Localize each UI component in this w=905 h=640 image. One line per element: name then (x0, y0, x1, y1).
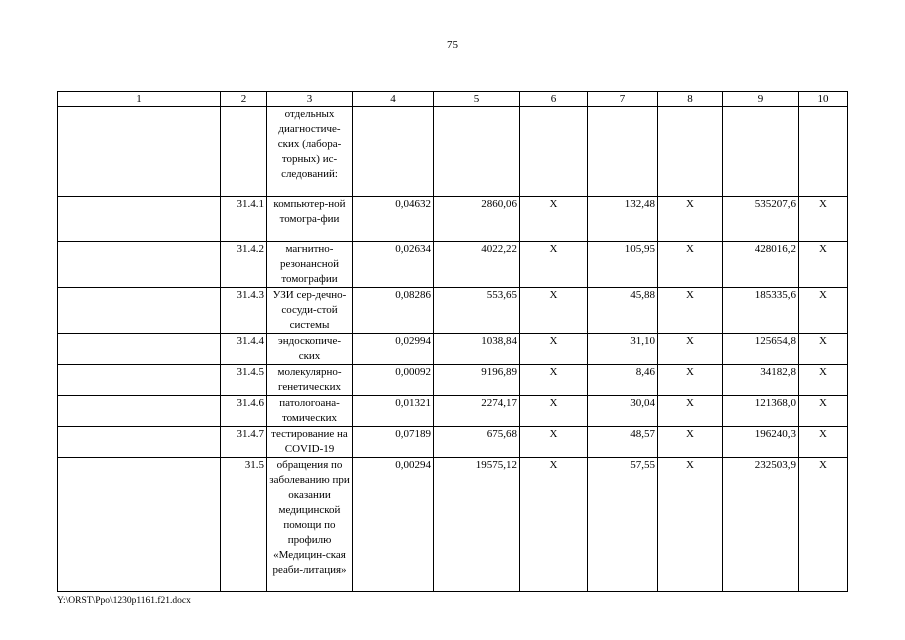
table-cell (58, 242, 221, 288)
table-cell (58, 365, 221, 396)
data-table (57, 91, 848, 592)
table-cell: 4022,22 (434, 242, 520, 288)
table-row (58, 458, 848, 592)
table-cell: 31.4.3 (221, 288, 267, 334)
page-number: 75 (447, 39, 458, 51)
table-cell: 31.4.2 (221, 242, 267, 288)
table-cell: Х (799, 396, 848, 427)
table-header-row (58, 92, 848, 107)
table-cell: 121368,0 (723, 396, 799, 427)
table-row (58, 396, 848, 427)
table-cell (723, 107, 799, 197)
table-cell: магнитно-резонансной томографии (267, 242, 353, 288)
table-cell: 428016,2 (723, 242, 799, 288)
table-cell: Х (658, 288, 723, 334)
table-cell: 31.4.5 (221, 365, 267, 396)
table-cell (658, 107, 723, 197)
table-cell: 1038,84 (434, 334, 520, 365)
table-row (58, 107, 848, 197)
table-cell: Х (520, 242, 588, 288)
table-cell: 105,95 (588, 242, 658, 288)
table-cell: 0,00092 (353, 365, 434, 396)
table-cell: Х (520, 288, 588, 334)
table-cell (434, 107, 520, 197)
table-cell (799, 107, 848, 197)
table-cell: Х (658, 396, 723, 427)
table-cell (520, 107, 588, 197)
table-cell (58, 427, 221, 458)
column-header: 6 (520, 92, 588, 107)
column-header: 8 (658, 92, 723, 107)
table-row (58, 365, 848, 396)
table-cell: 34182,8 (723, 365, 799, 396)
table-cell: 0,01321 (353, 396, 434, 427)
table-cell: 31,10 (588, 334, 658, 365)
table-cell: Х (799, 197, 848, 242)
table-cell: 48,57 (588, 427, 658, 458)
table-cell: 31.4.4 (221, 334, 267, 365)
table-cell: Х (799, 334, 848, 365)
table-cell: обращения по заболеванию при оказании медицинской помощи по профилю «Медицин-ская реаби-литация» (267, 458, 353, 592)
table-cell: Х (658, 427, 723, 458)
table-cell: патологоана-томических (267, 396, 353, 427)
table-row (58, 242, 848, 288)
table-row (58, 427, 848, 458)
column-header: 5 (434, 92, 520, 107)
table-cell: 132,48 (588, 197, 658, 242)
table-cell: Х (658, 334, 723, 365)
column-header: 3 (267, 92, 353, 107)
table-cell: 0,08286 (353, 288, 434, 334)
table-cell: 185335,6 (723, 288, 799, 334)
table-cell: 0,02634 (353, 242, 434, 288)
column-header: 1 (58, 92, 221, 107)
table-cell (58, 107, 221, 197)
table-cell: Х (658, 197, 723, 242)
table-cell: 31.5 (221, 458, 267, 592)
table-cell: 232503,9 (723, 458, 799, 592)
table-cell: Х (799, 288, 848, 334)
table-row (58, 288, 848, 334)
table-cell: Х (520, 334, 588, 365)
table-cell: молекулярно-генетических (267, 365, 353, 396)
table-cell: 553,65 (434, 288, 520, 334)
table-cell: Х (799, 242, 848, 288)
table-cell: 0,02994 (353, 334, 434, 365)
table-cell: Х (520, 365, 588, 396)
column-header: 9 (723, 92, 799, 107)
table-cell: Х (520, 396, 588, 427)
table-cell: эндоскопиче-ских (267, 334, 353, 365)
table-cell: Х (658, 458, 723, 592)
table-cell (58, 334, 221, 365)
table-cell: 0,04632 (353, 197, 434, 242)
table-cell: 45,88 (588, 288, 658, 334)
document-file-path: Y:\ORST\Ppo\1230p1161.f21.docx (57, 596, 191, 606)
table-cell (588, 107, 658, 197)
table-cell: 125654,8 (723, 334, 799, 365)
table-cell: 2860,06 (434, 197, 520, 242)
table-cell: тестирование на COVID-19 (267, 427, 353, 458)
table-cell: УЗИ сер-дечно-сосуди-стой системы (267, 288, 353, 334)
table-cell: Х (658, 242, 723, 288)
column-header: 4 (353, 92, 434, 107)
table-cell (58, 288, 221, 334)
table-cell: Х (799, 427, 848, 458)
column-header: 2 (221, 92, 267, 107)
table-cell (58, 197, 221, 242)
table-cell: 31.4.7 (221, 427, 267, 458)
table-cell: Х (520, 197, 588, 242)
table-cell: 19575,12 (434, 458, 520, 592)
table-cell: 57,55 (588, 458, 658, 592)
table-cell: 535207,6 (723, 197, 799, 242)
table-cell: 8,46 (588, 365, 658, 396)
table-cell (353, 107, 434, 197)
table-cell: Х (520, 427, 588, 458)
table-cell: 0,00294 (353, 458, 434, 592)
table-cell: 0,07189 (353, 427, 434, 458)
table-cell (58, 396, 221, 427)
table-row (58, 334, 848, 365)
table-cell: Х (799, 365, 848, 396)
table-cell: компьютер-ной томогра-фии (267, 197, 353, 242)
table-cell: Х (520, 458, 588, 592)
table-cell: 30,04 (588, 396, 658, 427)
table-cell: 196240,3 (723, 427, 799, 458)
column-header: 10 (799, 92, 848, 107)
table-cell: 675,68 (434, 427, 520, 458)
table-cell: отдельных диагностиче-ских (лабора-торных) ис-следований: (267, 107, 353, 197)
table-cell: 31.4.6 (221, 396, 267, 427)
table-row (58, 197, 848, 242)
table-cell: Х (799, 458, 848, 592)
column-header: 7 (588, 92, 658, 107)
table-cell: 2274,17 (434, 396, 520, 427)
table-cell: Х (658, 365, 723, 396)
table-cell (221, 107, 267, 197)
table-cell: 9196,89 (434, 365, 520, 396)
table-cell (58, 458, 221, 592)
table-cell: 31.4.1 (221, 197, 267, 242)
